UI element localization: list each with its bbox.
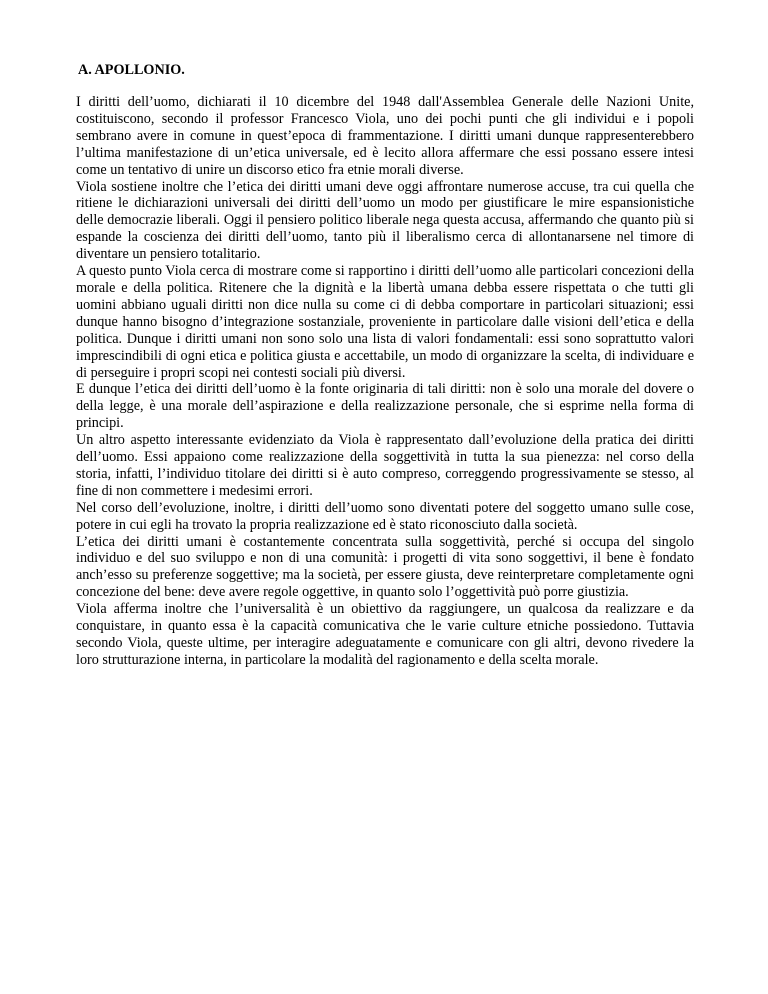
body-text xyxy=(76,94,694,669)
section-heading: A. APOLLONIO. xyxy=(78,62,185,78)
paragraph: Viola afferma inoltre che l’universalità è un obiettivo da raggiungere, un qualcosa da realizzare e da conquistare, in quanto essa è la capacità comunicativa che le varie culture etniche possiedono. Tuttavia secondo Viola, queste ultime, per interagire adeguatamente e comunicare con gli altri, devono rivedere la loro strutturazione interna, in particolare la modalità del ragionamento e della scelta morale. xyxy=(76,601,694,668)
paragraph: Viola sostiene inoltre che l’etica dei diritti umani deve oggi affrontare numerose accuse, tra cui quella che ritiene le dichiarazioni universali dei diritti dell’uomo un modo per giustificare le mire espansionistiche delle democrazie liberali. Oggi il pensiero politico liberale nega questa accusa, affermando che quanto più si espande la coscienza dei diritti dell’uomo, tanto più il liberalismo cerca di allontanarsene nel timore di diventare un pensiero totalitario. xyxy=(76,178,694,263)
paragraph: I diritti dell’uomo, dichiarati il 10 dicembre del 1948 dall'Assemblea Generale delle Nazioni Unite, costituiscono, secondo il professor Francesco Viola, uno dei pochi punti che gli individui e i popoli sembrano avere in comune in quest’epoca di frammentazione. I diritti umani dunque rappresenterebbero l’ultima manifestazione di un’etica universale, ed è lecito allora affermare che essi possano essere intesi come un tentativo di unire un discorso etico fra etnie morali diverse. xyxy=(76,94,694,178)
paragraph: E dunque l’etica dei diritti dell’uomo è la fonte originaria di tali diritti: non è solo una morale del dovere o della legge, è una morale dell’aspirazione e della realizzazione personale, che si esprime nella forma di principi. xyxy=(76,381,694,432)
paragraph: Un altro aspetto interessante evidenziato da Viola è rappresentato dall’evoluzione della pratica dei diritti dell’uomo. Essi appaiono come realizzazione della soggettività in tutta la sua pienezza: nel corso della storia, infatti, l’individuo titolare dei diritti si è auto compreso, correggendo progressivamente se stesso, al fine di non commettere i medesimi errori. xyxy=(76,432,694,499)
paragraph: Nel corso dell’evoluzione, inoltre, i diritti dell’uomo sono diventati potere del soggetto umano sulle cose, potere in cui egli ha trovato la propria realizzazione ed è stato riconosciuto dalla società. xyxy=(76,499,694,533)
paragraph: L’etica dei diritti umani è costantemente concentrata sulla soggettività, perché si occupa del singolo individuo e del suo sviluppo e non di una comunità: i progetti di vita sono soggettivi, il bene è fondato anch’esso su preferenze soggettive; ma la società, per essere giusta, deve reinterpretare completamente ogni concezione del bene: deve avere regole oggettive, in quanto solo l’oggettività può porre giustizia. xyxy=(76,533,694,601)
paragraph: A questo punto Viola cerca di mostrare come si rapportino i diritti dell’uomo alle particolari concezioni della morale e della politica. Ritenere che la dignità e la libertà umana debba essere rispettata o che tutti gli uomini abbiano uguali diritti non dice nulla su come ci di debba comportare in particolari situazioni; essi dunque hanno bisogno d’integrazione sostanziale, proveniente in particolare dalle visioni dell’etica e della politica. Dunque i diritti umani non sono solo una lista di valori fondamentali: essi sono soprattutto valori imprescindibili di ogni etica e politica giusta e accettabile, un modo di organizzare la scelta, di individuare e di perseguire i propri scopi nei contesti sociali più diversi. xyxy=(76,263,694,381)
